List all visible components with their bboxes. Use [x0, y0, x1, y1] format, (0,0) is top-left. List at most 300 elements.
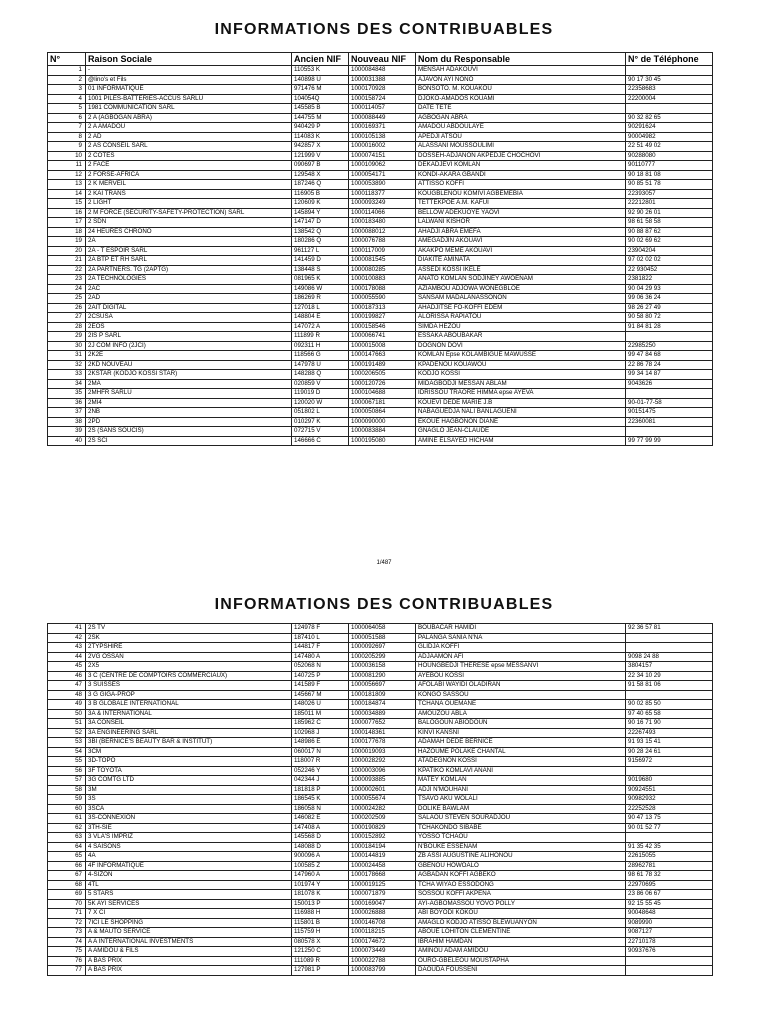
phone-cell: 90 01 52 77 [626, 823, 713, 833]
phone-cell: 91 35 42 35 [626, 842, 713, 852]
new-nif-cell: 1000003096 [349, 766, 416, 776]
phone-cell: 22252528 [626, 804, 713, 814]
manager-name-cell: AMAGLO KODJO ATISSO BLEWUANYON [416, 918, 626, 928]
row-number: 61 [48, 814, 86, 824]
new-nif-cell: 1000144819 [349, 852, 416, 862]
old-nif-cell: 090697 B [292, 161, 349, 171]
new-nif-cell: 1000152892 [349, 833, 416, 843]
phone-cell: 9098 24 88 [626, 652, 713, 662]
row-number: 59 [48, 795, 86, 805]
header-number: N° [48, 53, 86, 66]
company-name-cell: 2MA [86, 379, 292, 389]
phone-cell: 90 17 30 45 [626, 75, 713, 85]
row-number: 58 [48, 785, 86, 795]
company-name-cell: 2IS P SARL [86, 332, 292, 342]
phone-cell: 90110777 [626, 161, 713, 171]
manager-name-cell: ATADEGNON KOSSI [416, 757, 626, 767]
manager-name-cell: APEDJI ATSOU [416, 132, 626, 142]
old-nif-cell: 187246 Q [292, 180, 349, 190]
phone-cell: 90288080 [626, 151, 713, 161]
new-nif-cell: 1000081290 [349, 671, 416, 681]
manager-name-cell: ABOUE LOHITON CLEMENTINE [416, 928, 626, 938]
row-number: 13 [48, 180, 86, 190]
row-number: 64 [48, 842, 86, 852]
company-name-cell: 3M [86, 785, 292, 795]
phone-cell: 91 84 81 28 [626, 322, 713, 332]
company-name-cell: 4 SAISONS [86, 842, 292, 852]
new-nif-cell: 1000056697 [349, 681, 416, 691]
row-number: 77 [48, 966, 86, 976]
manager-name-cell: AFOLABI WAYIDI OLADIRAN [416, 681, 626, 691]
phone-cell: 22358683 [626, 85, 713, 95]
old-nif-cell: 010297 K [292, 417, 349, 427]
row-number: 4 [48, 94, 86, 104]
table-row [48, 624, 713, 634]
company-name-cell: 2AD [86, 294, 292, 304]
new-nif-cell: 1000178088 [349, 284, 416, 294]
row-number: 68 [48, 880, 86, 890]
table-row [48, 189, 713, 199]
manager-name-cell: AMINE ELSAYED HICHAM [416, 436, 626, 446]
manager-name-cell: HOUNGBEDJI THERESE epse MESSANVI [416, 662, 626, 672]
new-nif-cell: 1000190829 [349, 823, 416, 833]
row-number: 24 [48, 284, 86, 294]
company-name-cell: 2A TECHNOLOGIES [86, 275, 292, 285]
company-name-cell: 24 HEURES CHRONO [86, 227, 292, 237]
phone-cell [626, 766, 713, 776]
new-nif-cell: 1000169047 [349, 899, 416, 909]
table-row [48, 956, 713, 966]
phone-cell: 90924551 [626, 785, 713, 795]
table-row [48, 75, 713, 85]
row-number: 66 [48, 861, 86, 871]
table-row [48, 151, 713, 161]
row-number: 15 [48, 199, 86, 209]
row-number: 5 [48, 104, 86, 114]
company-name-cell: 4A [86, 852, 292, 862]
company-name-cell: A BAS PRIX [86, 966, 292, 976]
table-row [48, 66, 713, 76]
company-name-cell: 3F TOYOTA [86, 766, 292, 776]
table-row [48, 966, 713, 976]
row-number: 11 [48, 161, 86, 171]
manager-name-cell: KINVI KANSNI [416, 728, 626, 738]
company-name-cell: 7 X CI [86, 909, 292, 919]
manager-name-cell: KONDI-AKARA GBANDI [416, 170, 626, 180]
phone-cell [626, 833, 713, 843]
new-nif-cell: 1000015008 [349, 341, 416, 351]
manager-name-cell: AJAVON AYI NONO [416, 75, 626, 85]
company-name-cell: 5K AYI SERVICES [86, 899, 292, 909]
manager-name-cell: TSAVO AKU WOLALI [416, 795, 626, 805]
new-nif-cell: 1000067181 [349, 398, 416, 408]
company-name-cell: 3TH-SIE [86, 823, 292, 833]
company-name-cell: 2VG OSSAN [86, 652, 292, 662]
table-row [48, 804, 713, 814]
company-name-cell: 3S [86, 795, 292, 805]
new-nif-cell: 1000024458 [349, 861, 416, 871]
new-nif-cell: 1000036158 [349, 662, 416, 672]
phone-cell: 9089990 [626, 918, 713, 928]
company-name-cell: 2 M FORCE (SECURITY-SAFETY-PROTECTION) SARL [86, 208, 292, 218]
manager-name-cell: BELLOW ADEKUOYE YAOVI [416, 208, 626, 218]
table-row [48, 303, 713, 313]
phone-cell: 92 36 57 81 [626, 624, 713, 634]
manager-name-cell: SANSAM MADALANASSONON [416, 294, 626, 304]
row-number: 76 [48, 956, 86, 966]
company-name-cell: - [86, 66, 292, 76]
row-number: 62 [48, 823, 86, 833]
row-number: 8 [48, 132, 86, 142]
manager-name-cell: DEKADJEVI KOMLAN [416, 161, 626, 171]
row-number: 10 [48, 151, 86, 161]
new-nif-cell: 1000100883 [349, 275, 416, 285]
company-name-cell: 3BI (BERNICE'S BEAUTY BAR & INSTITUT) [86, 738, 292, 748]
row-number: 74 [48, 937, 86, 947]
row-number: 12 [48, 170, 86, 180]
row-number: 43 [48, 643, 86, 653]
table-row [48, 284, 713, 294]
manager-name-cell: ESSAKA ABOUBAKAR [416, 332, 626, 342]
old-nif-cell: 104054Q [292, 94, 349, 104]
new-nif-cell: 1000118377 [349, 189, 416, 199]
old-nif-cell: 147480 A [292, 652, 349, 662]
manager-name-cell: AYI-AGBOMASSOU YOVO POLLY [416, 899, 626, 909]
manager-name-cell: AMEGADJIN AKOUAVI [416, 237, 626, 247]
new-nif-cell: 1000076788 [349, 237, 416, 247]
manager-name-cell: AMADOU ABDOULAYE [416, 123, 626, 133]
phone-cell: 99 06 36 24 [626, 294, 713, 304]
new-nif-cell: 1000184874 [349, 700, 416, 710]
new-nif-cell: 1000109062 [349, 161, 416, 171]
table-row [48, 332, 713, 342]
phone-cell: 23904204 [626, 246, 713, 256]
row-number: 51 [48, 719, 86, 729]
manager-name-cell: PALANGA SANIA N'NA [416, 633, 626, 643]
old-nif-cell: 042344 J [292, 776, 349, 786]
new-nif-cell: 1000016002 [349, 142, 416, 152]
header-old-nif: Ancien NIF [292, 53, 349, 66]
phone-cell: 22393057 [626, 189, 713, 199]
manager-name-cell: DJOKO-AMADOS KOUAMI [416, 94, 626, 104]
new-nif-cell: 1000206505 [349, 370, 416, 380]
company-name-cell: 2A PARTNERS. TG (2APTG) [86, 265, 292, 275]
company-name-cell: 2PD [86, 417, 292, 427]
table-row [48, 747, 713, 757]
table-row [48, 341, 713, 351]
old-nif-cell: 129548 X [292, 170, 349, 180]
page-number: 1/487 [376, 560, 392, 566]
new-nif-cell: 1000022788 [349, 956, 416, 966]
manager-name-cell: BONSOTO. M. KOUAKOU [416, 85, 626, 95]
phone-cell: 22970695 [626, 880, 713, 890]
phone-cell: 99 34 14 87 [626, 370, 713, 380]
old-nif-cell: 114083 K [292, 132, 349, 142]
old-nif-cell: 961127 L [292, 246, 349, 256]
manager-name-cell: IDRISSOU TRAORE HIMMA epse AYEVA [416, 389, 626, 399]
row-number: 40 [48, 436, 86, 446]
old-nif-cell: 148804 E [292, 313, 349, 323]
old-nif-cell: 120609 K [292, 199, 349, 209]
phone-cell [626, 104, 713, 114]
phone-cell: 22 930452 [626, 265, 713, 275]
table-row [48, 123, 713, 133]
table-row [48, 265, 713, 275]
old-nif-cell: 149086 W [292, 284, 349, 294]
row-number: 52 [48, 728, 86, 738]
old-nif-cell: 181818 P [292, 785, 349, 795]
company-name-cell: A AMIDOU & FILS [86, 947, 292, 957]
phone-cell [626, 332, 713, 342]
phone-cell: 92 15 55 45 [626, 899, 713, 909]
table-row [48, 218, 713, 228]
manager-name-cell: IBRAHIM HAMDAN [416, 937, 626, 947]
row-number: 71 [48, 909, 86, 919]
old-nif-cell: 116905 B [292, 189, 349, 199]
new-nif-cell: 1000028292 [349, 757, 416, 767]
phone-cell: 22710178 [626, 937, 713, 947]
row-number: 21 [48, 256, 86, 266]
row-number: 37 [48, 408, 86, 418]
company-name-cell: 2 A (AGBOGAN ABRA) [86, 113, 292, 123]
company-name-cell: 2KSTAR (KODJO KOSSI STAR) [86, 370, 292, 380]
company-name-cell: 2X5 [86, 662, 292, 672]
row-number: 48 [48, 690, 86, 700]
phone-cell [626, 643, 713, 653]
taxpayer-table [47, 52, 713, 446]
old-nif-cell: 124978 F [292, 624, 349, 634]
row-number: 55 [48, 757, 86, 767]
phone-cell: 90 32 82 65 [626, 113, 713, 123]
manager-name-cell: ALASSANI MOUSSOULIMI [416, 142, 626, 152]
table-row [48, 861, 713, 871]
new-nif-cell: 1000158724 [349, 94, 416, 104]
row-number: 72 [48, 918, 86, 928]
new-nif-cell: 1000066741 [349, 332, 416, 342]
company-name-cell: 3A CONSEIL [86, 719, 292, 729]
new-nif-cell: 1000031388 [349, 75, 416, 85]
manager-name-cell: KPADENOU KOUAWOU [416, 360, 626, 370]
table-row [48, 275, 713, 285]
manager-name-cell: BALOGOUN ABIODOUN [416, 719, 626, 729]
company-name-cell: 2 SDN [86, 218, 292, 228]
header-new-nif: Nouveau NIF [349, 53, 416, 66]
row-number: 75 [48, 947, 86, 957]
table-row [48, 937, 713, 947]
new-nif-cell: 1000084848 [349, 66, 416, 76]
row-number: 67 [48, 871, 86, 881]
manager-name-cell: LALWANI KISHOR [416, 218, 626, 228]
manager-name-cell: DOSSEH-ADJANON AKPEDJE CHOCHOVI [416, 151, 626, 161]
row-number: 34 [48, 379, 86, 389]
company-name-cell: A BAS PRIX [86, 956, 292, 966]
company-name-cell: 2 FACE [86, 161, 292, 171]
table-row [48, 728, 713, 738]
manager-name-cell: SIMDA HEZOU [416, 322, 626, 332]
manager-name-cell: SALAOU STEVEN SOURADJOU [416, 814, 626, 824]
company-name-cell: 2 FORSE-AFRICA [86, 170, 292, 180]
company-name-cell: 3SCA [86, 804, 292, 814]
new-nif-cell: 1000034889 [349, 709, 416, 719]
new-nif-cell: 1000178668 [349, 871, 416, 881]
company-name-cell: 4F INFORMATIQUE [86, 861, 292, 871]
phone-cell: 3804157 [626, 662, 713, 672]
old-nif-cell: 940429 P [292, 123, 349, 133]
company-name-cell: 2CSUSA [86, 313, 292, 323]
new-nif-cell: 1000055590 [349, 294, 416, 304]
table-row [48, 785, 713, 795]
new-nif-cell: 1000077652 [349, 719, 416, 729]
old-nif-cell: 060017 N [292, 747, 349, 757]
row-number: 9 [48, 142, 86, 152]
header-phone: N° de Téléphone [626, 53, 713, 66]
manager-name-cell: AKAKPO MEME AKOUAVI [416, 246, 626, 256]
table-row [48, 113, 713, 123]
manager-name-cell: NABAGUEDJA NALI BANLAGUENI [416, 408, 626, 418]
phone-cell: 9087127 [626, 928, 713, 938]
manager-name-cell: N'BOUKE ESSENAM [416, 842, 626, 852]
phone-cell [626, 956, 713, 966]
company-name-cell: 3A & INTERNATIONAL [86, 709, 292, 719]
manager-name-cell: ABI BOYODI KOKOU [416, 909, 626, 919]
manager-name-cell: AMINOU ADAM AMIDOU [416, 947, 626, 957]
table-row [48, 662, 713, 672]
manager-name-cell: GLIDJA KOFFI [416, 643, 626, 653]
phone-cell: 92 90 26 01 [626, 208, 713, 218]
old-nif-cell: 020859 V [292, 379, 349, 389]
table-row [48, 379, 713, 389]
manager-name-cell: OURO-GBELEOU MOUSTAPHA [416, 956, 626, 966]
row-number: 63 [48, 833, 86, 843]
table-row [48, 633, 713, 643]
company-name-cell: 3 G GIGA-PROP [86, 690, 292, 700]
table-row [48, 227, 713, 237]
row-number: 38 [48, 417, 86, 427]
new-nif-cell: 1000019093 [349, 747, 416, 757]
old-nif-cell: 081965 K [292, 275, 349, 285]
phone-cell: 98 61 58 58 [626, 218, 713, 228]
phone-cell: 28962781 [626, 861, 713, 871]
company-name-cell: 2SK [86, 633, 292, 643]
old-nif-cell: 051802 L [292, 408, 349, 418]
row-number: 42 [48, 633, 86, 643]
company-name-cell: 2S SCI [86, 436, 292, 446]
phone-cell: 90 02 85 50 [626, 700, 713, 710]
new-nif-cell: 1000055674 [349, 795, 416, 805]
manager-name-cell: AMOUZOU ABLA [416, 709, 626, 719]
company-name-cell: 2MHFR SARLU [86, 389, 292, 399]
phone-cell: 99 77 99 99 [626, 436, 713, 446]
page-2 [0, 578, 768, 1024]
phone-cell: 90-01-77-58 [626, 398, 713, 408]
old-nif-cell: 115801 B [292, 918, 349, 928]
old-nif-cell: 118007 R [292, 757, 349, 767]
company-name-cell: 3 B GLOBALE INTERNATIONAL [86, 700, 292, 710]
row-number: 44 [48, 652, 86, 662]
new-nif-cell: 1000064058 [349, 624, 416, 634]
manager-name-cell: ALORISSA RAPIATOU [416, 313, 626, 323]
old-nif-cell: 185011 M [292, 709, 349, 719]
old-nif-cell: 900096 A [292, 852, 349, 862]
phone-cell: 91 58 81 06 [626, 681, 713, 691]
table-row [48, 436, 713, 446]
row-number: 56 [48, 766, 86, 776]
old-nif-cell: 181078 K [292, 890, 349, 900]
old-nif-cell: 120020 W [292, 398, 349, 408]
company-name-cell: 2 A AMADOU [86, 123, 292, 133]
company-name-cell: 2 LIGHT [86, 199, 292, 209]
company-name-cell: 3CM [86, 747, 292, 757]
row-number: 7 [48, 123, 86, 133]
new-nif-cell: 1000202509 [349, 814, 416, 824]
new-nif-cell: 1000088449 [349, 113, 416, 123]
old-nif-cell: 147408 A [292, 823, 349, 833]
row-number: 16 [48, 208, 86, 218]
row-number: 36 [48, 398, 86, 408]
row-number: 70 [48, 899, 86, 909]
new-nif-cell: 1000191489 [349, 360, 416, 370]
company-name-cell: 7ICI LE SHOPPING [86, 918, 292, 928]
company-name-cell: 2KD NOUVEAU [86, 360, 292, 370]
manager-name-cell: KOUGBLENOU KOMIVI AGBEMEBIA [416, 189, 626, 199]
old-nif-cell: 186545 K [292, 795, 349, 805]
row-number: 22 [48, 265, 86, 275]
row-number: 1 [48, 66, 86, 76]
new-nif-cell: 1000170928 [349, 85, 416, 95]
row-number: 17 [48, 218, 86, 228]
table-row [48, 890, 713, 900]
row-number: 53 [48, 738, 86, 748]
new-nif-cell: 1000083884 [349, 427, 416, 437]
phone-cell: 90291624 [626, 123, 713, 133]
company-name-cell: 2A [86, 237, 292, 247]
old-nif-cell: 116988 H [292, 909, 349, 919]
phone-cell: 9019680 [626, 776, 713, 786]
table-row [48, 94, 713, 104]
manager-name-cell: MENSAH ADAKOUVI [416, 66, 626, 76]
phone-cell: 90 04 29 93 [626, 284, 713, 294]
row-number: 45 [48, 662, 86, 672]
new-nif-cell: 1000054171 [349, 170, 416, 180]
table-row [48, 671, 713, 681]
old-nif-cell: 115759 H [292, 928, 349, 938]
old-nif-cell: 186269 R [292, 294, 349, 304]
manager-name-cell: MIDAGBODJI MESSAN ABLAM [416, 379, 626, 389]
header-manager-name: Nom du Responsable [416, 53, 626, 66]
row-number: 20 [48, 246, 86, 256]
company-name-cell: 1001 PILES-BATTERIES-ACCUS SARLU [86, 94, 292, 104]
manager-name-cell: ASSEDI KOSSI IKELE [416, 265, 626, 275]
table-row [48, 852, 713, 862]
new-nif-cell: 1000205299 [349, 652, 416, 662]
row-number: 29 [48, 332, 86, 342]
old-nif-cell: 121250 C [292, 947, 349, 957]
row-number: 57 [48, 776, 86, 786]
new-nif-cell: 1000093885 [349, 776, 416, 786]
manager-name-cell: KOMLAN Epse KOLAMBIGUE MAWUSSE [416, 351, 626, 361]
old-nif-cell: 052068 N [292, 662, 349, 672]
table-row [48, 652, 713, 662]
company-name-cell: 5 STARS [86, 890, 292, 900]
phone-cell [626, 966, 713, 976]
table-row [48, 871, 713, 881]
old-nif-cell: 101974 Y [292, 880, 349, 890]
new-nif-cell: 1000024282 [349, 804, 416, 814]
row-number: 14 [48, 189, 86, 199]
table-row [48, 360, 713, 370]
manager-name-cell: KONGO SASSOU [416, 690, 626, 700]
phone-cell: 22212801 [626, 199, 713, 209]
